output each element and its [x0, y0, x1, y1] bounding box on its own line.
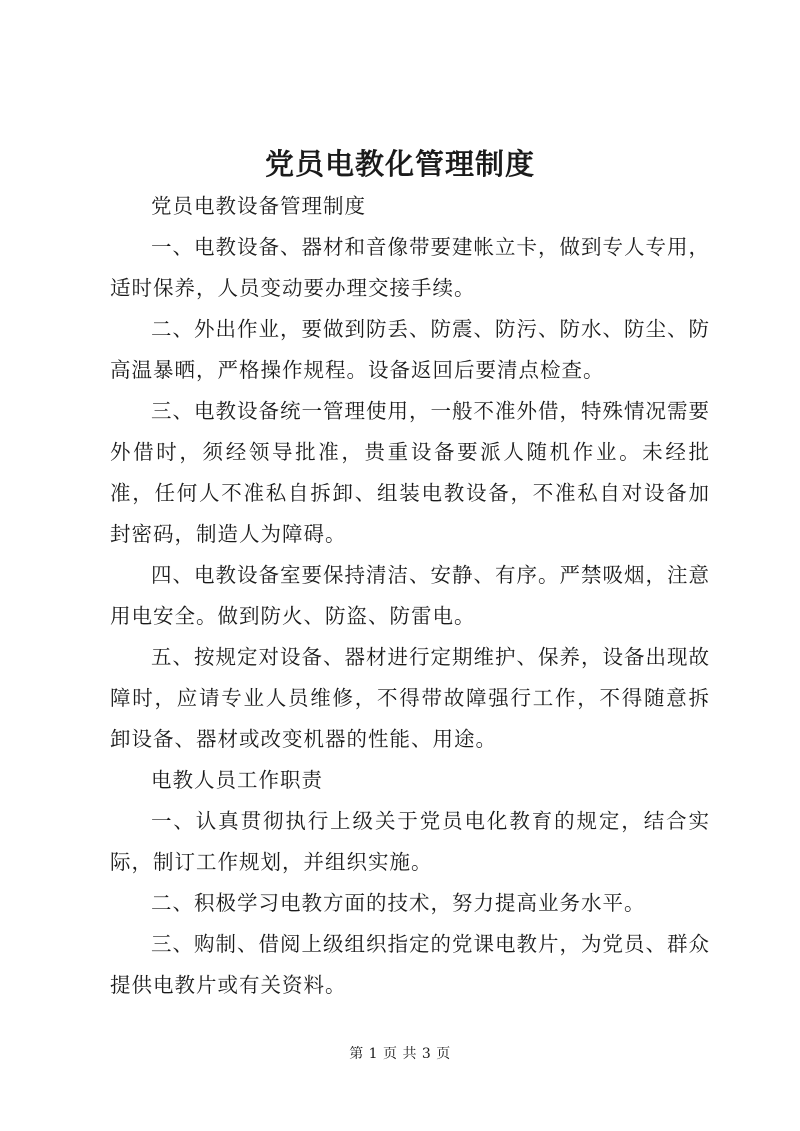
paragraph: 一、电教设备、器材和音像带要建帐立卡，做到专人专用，适时保养，人员变动要办理交接手续。	[110, 235, 710, 300]
paragraph: 一、认真贯彻执行上级关于党员电化教育的规定，结合实际，制订工作规划，并组织实施。	[110, 809, 710, 874]
page-number-footer: 第 1 页 共 3 页	[349, 1046, 451, 1062]
section-heading-staff-duties: 电教人员工作职责	[151, 768, 323, 792]
document-title: 党员电教化管理制度	[264, 147, 535, 181]
section-heading-equipment-rules: 党员电教设备管理制度	[151, 194, 366, 218]
paragraph: 四、电教设备室要保持清洁、安静、有序。严禁吸烟，注意用电安全。做到防火、防盗、防雷电。	[110, 563, 710, 628]
paragraph: 三、电教设备统一管理使用，一般不准外借，特殊情况需要外借时，须经领导批准，贵重设备要派人随机作业。未经批准，任何人不准私自拆卸、组装电教设备，不准私自对设备加封密码，制造人为障碍。	[110, 399, 710, 546]
document-body	[110, 186, 710, 1006]
paragraph: 二、外出作业，要做到防丢、防震、防污、防水、防尘、防高温暴晒，严格操作规程。设备返回后要清点检查。	[110, 317, 710, 382]
paragraph: 五、按规定对设备、器材进行定期维护、保养，设备出现故障时，应请专业人员维修，不得带故障强行工作，不得随意拆卸设备、器材或改变机器的性能、用途。	[110, 645, 710, 751]
paragraph: 三、购制、借阅上级组织指定的党课电教片，为党员、群众提供电教片或有关资料。	[110, 932, 710, 997]
paragraph: 二、积极学习电教方面的技术，努力提高业务水平。	[151, 891, 646, 915]
